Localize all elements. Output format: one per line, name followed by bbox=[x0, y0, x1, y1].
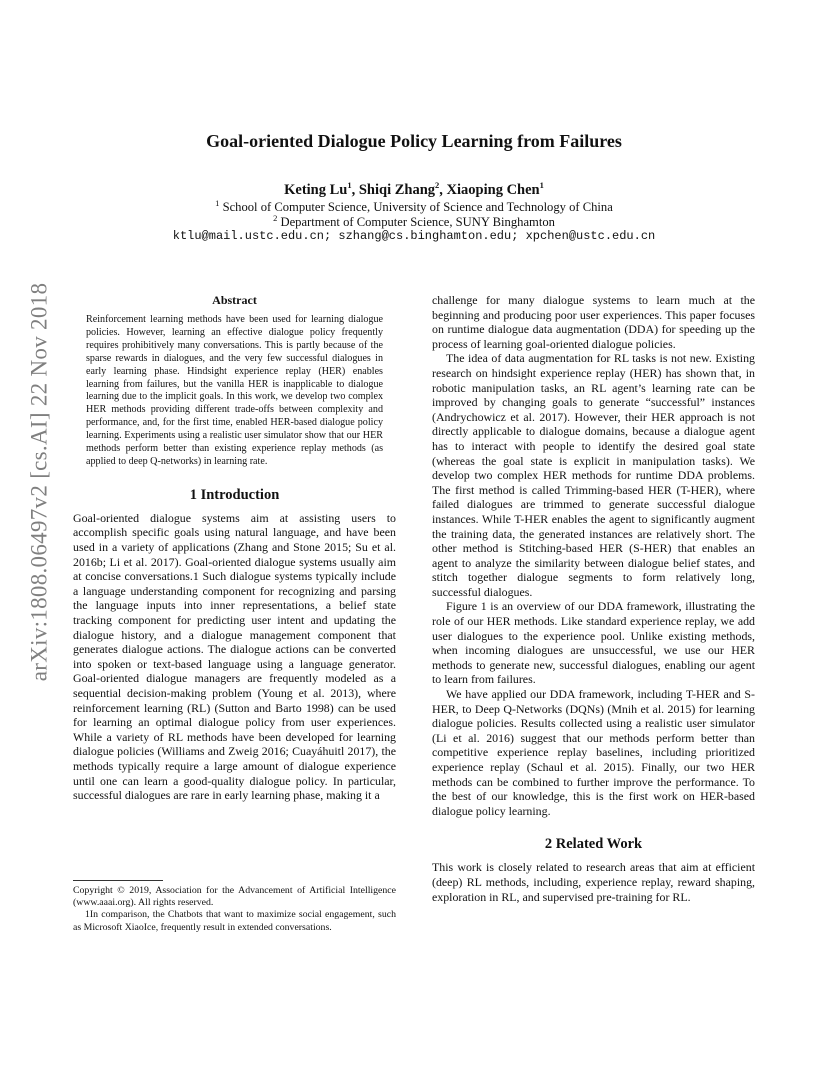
author-emails: ktlu@mail.ustc.edu.cn; szhang@cs.binghamton.edu; xpchen@ustc.edu.cn bbox=[172, 229, 656, 243]
affiliation-text: School of Computer Science, University of Science and Technology of China bbox=[219, 200, 613, 215]
abstract-text: Reinforcement learning methods have been used for learning dialogue policies. However, learning an effective dialogue policy frequently requires prohibitively many conversations. This is partly because of the sparse rewards in dialogues, and the very few successful dialogues in early learning phase. Hindsight experience replay (HER) enables learning from failures, but the vanilla HER is inapplicable to dialogue learning due to the implicit goals. In this work, we develop two complex HER methods providing different trade-offs between complexity and performance, and, for the first time, enabled HER-based dialogue policy learning. Experiments using a realistic user simulator show that our HER methods perform better than existing experience replay methods (as applied to deep Q-networks) in learning rate. bbox=[86, 314, 383, 467]
paragraph-dqn: We have applied our DDA framework, including T-HER and S-HER, to Deep Q-Networks (DQNs) (Mnih et al. 2015) for learning dialogue policies. Results collected using a realistic user simulator (Li et al. 2016) suggest that our methods perform better than competitive experience replay baselines, including prioritized experience replay (Schaul et al. 2015). Finally, our two HER methods can be combined to further improve the performance. To the best of our knowledge, this is the first work on HER-based dialogue policy learning. bbox=[432, 687, 755, 818]
author-sep: , bbox=[439, 181, 447, 198]
affiliation-text: Department of Computer Science, SUNY Binghamton bbox=[277, 215, 555, 230]
affiliation-mark: 1 bbox=[215, 198, 220, 208]
author-mark: 1 bbox=[347, 180, 352, 190]
footnote-rule bbox=[73, 880, 163, 881]
related-work-heading: 2 Related Work bbox=[544, 836, 643, 853]
copyright-notice: Copyright © 2019, Association for the Advancement of Artificial Intelligence (www.aaai.org). All rights reserved. bbox=[73, 885, 396, 909]
author-mark: 1 bbox=[539, 180, 544, 190]
author-name: Shiqi Zhang bbox=[358, 181, 436, 198]
paragraph-continued: challenge for many dialogue systems to learn much at the beginning and producing poor user experiences. This paper focuses on runtime dialogue data augmentation (DDA) for speeding up the process of learning goal-oriented dialogue policies. bbox=[432, 293, 755, 351]
footnotes bbox=[73, 880, 396, 934]
affiliation-mark: 2 bbox=[273, 213, 278, 223]
author-mark: 2 bbox=[435, 180, 440, 190]
author-sep: , bbox=[351, 181, 359, 198]
author-list bbox=[0, 180, 828, 199]
paper-title: Goal-oriented Dialogue Policy Learning from Failures bbox=[206, 131, 622, 151]
paragraph-her: The idea of data augmentation for RL tasks is not new. Existing research on hindsight experience replay (HER) has shown that, in robotic manipulation tasks, an RL agent’s learning rate can be improved by changing goals to generate “successful” instances (Andrychowicz et al. 2017). However, their HER approach is not directly applicable to dialogue domains, because a dialogue agent has to interact with people to identify the desired goal state (whereas the goal state is explicit in manipulation tasks). We develop two complex HER methods for runtime DDA problems. The first method is called Trimming-based HER (T-HER), where failed dialogues are trimmed to generate successful dialogue instances. While T-HER enables the agent to significantly augment the training data, the generated instances are relatively short. The other method is Stitching-based HER (S-HER) that enables an agent to analyze the similarity between dialogue belief states, and stitch together dialogue segments to form relatively long, successful dialogues. bbox=[432, 351, 755, 599]
author-name: Keting Lu bbox=[284, 181, 348, 198]
author-name: Xiaoping Chen bbox=[446, 181, 540, 198]
affiliation-2 bbox=[0, 213, 828, 230]
related-work-text: This work is closely related to research areas that aim at efficient (deep) RL methods, including, experience replay, reward shaping, exploration in RL, and supervised pre-training for RL. bbox=[432, 860, 755, 904]
footnote-1: 1In comparison, the Chatbots that want to maximize social engagement, such as Microsoft XiaoIce, frequently result in extended conversations. bbox=[73, 909, 396, 933]
abstract-heading: Abstract bbox=[212, 293, 257, 307]
right-column bbox=[432, 293, 755, 904]
left-column bbox=[73, 293, 396, 803]
arxiv-stamp bbox=[24, 282, 54, 682]
arxiv-stamp-text: arXiv:1808.06497v2 [cs.AI] 22 Nov 2018 bbox=[26, 282, 52, 682]
introduction-heading: 1 Introduction bbox=[189, 486, 280, 503]
paragraph-figure-overview: Figure 1 is an overview of our DDA framework, illustrating the role of our HER methods. Like standard experience replay, we add user dialogues to the experience pool. Unlike existing methods, when incoming dialogues are unsuccessful, we use our HER methods to generate new, successful dialogues, enabling our agent to learn from failures. bbox=[432, 599, 755, 687]
introduction-text: Goal-oriented dialogue systems aim at assisting users to accomplish specific goals using natural language, and have been used in a variety of applications (Zhang and Stone 2015; Su et al. 2016b; Li et al. 2017). Goal-oriented dialogue systems usually aim at concise conversations.1 Such dialogue systems typically include a language understanding component for recognizing and parsing the language inputs into inner representations, a belief state tracking component for predicting user intent and updating the dialogue history, and a dialogue management component that generates dialogue actions. The dialogue actions can be converted into spoken or text-based language using a language generator. Goal-oriented dialogue managers are frequently modeled as a sequential decision-making problem (Young et al. 2013), where reinforcement learning (RL) (Sutton and Barto 1998) can be used for learning an optimal dialogue policy from user experiences. While a variety of RL methods have been developed for learning dialogue policies (Williams and Zweig 2016; Cuayáhuitl 2017), the methods typically require a large amount of dialogue experience until one can learn a good-quality dialogue policy. In particular, successful dialogues are rare in early learning phase, making it a bbox=[73, 510, 396, 803]
